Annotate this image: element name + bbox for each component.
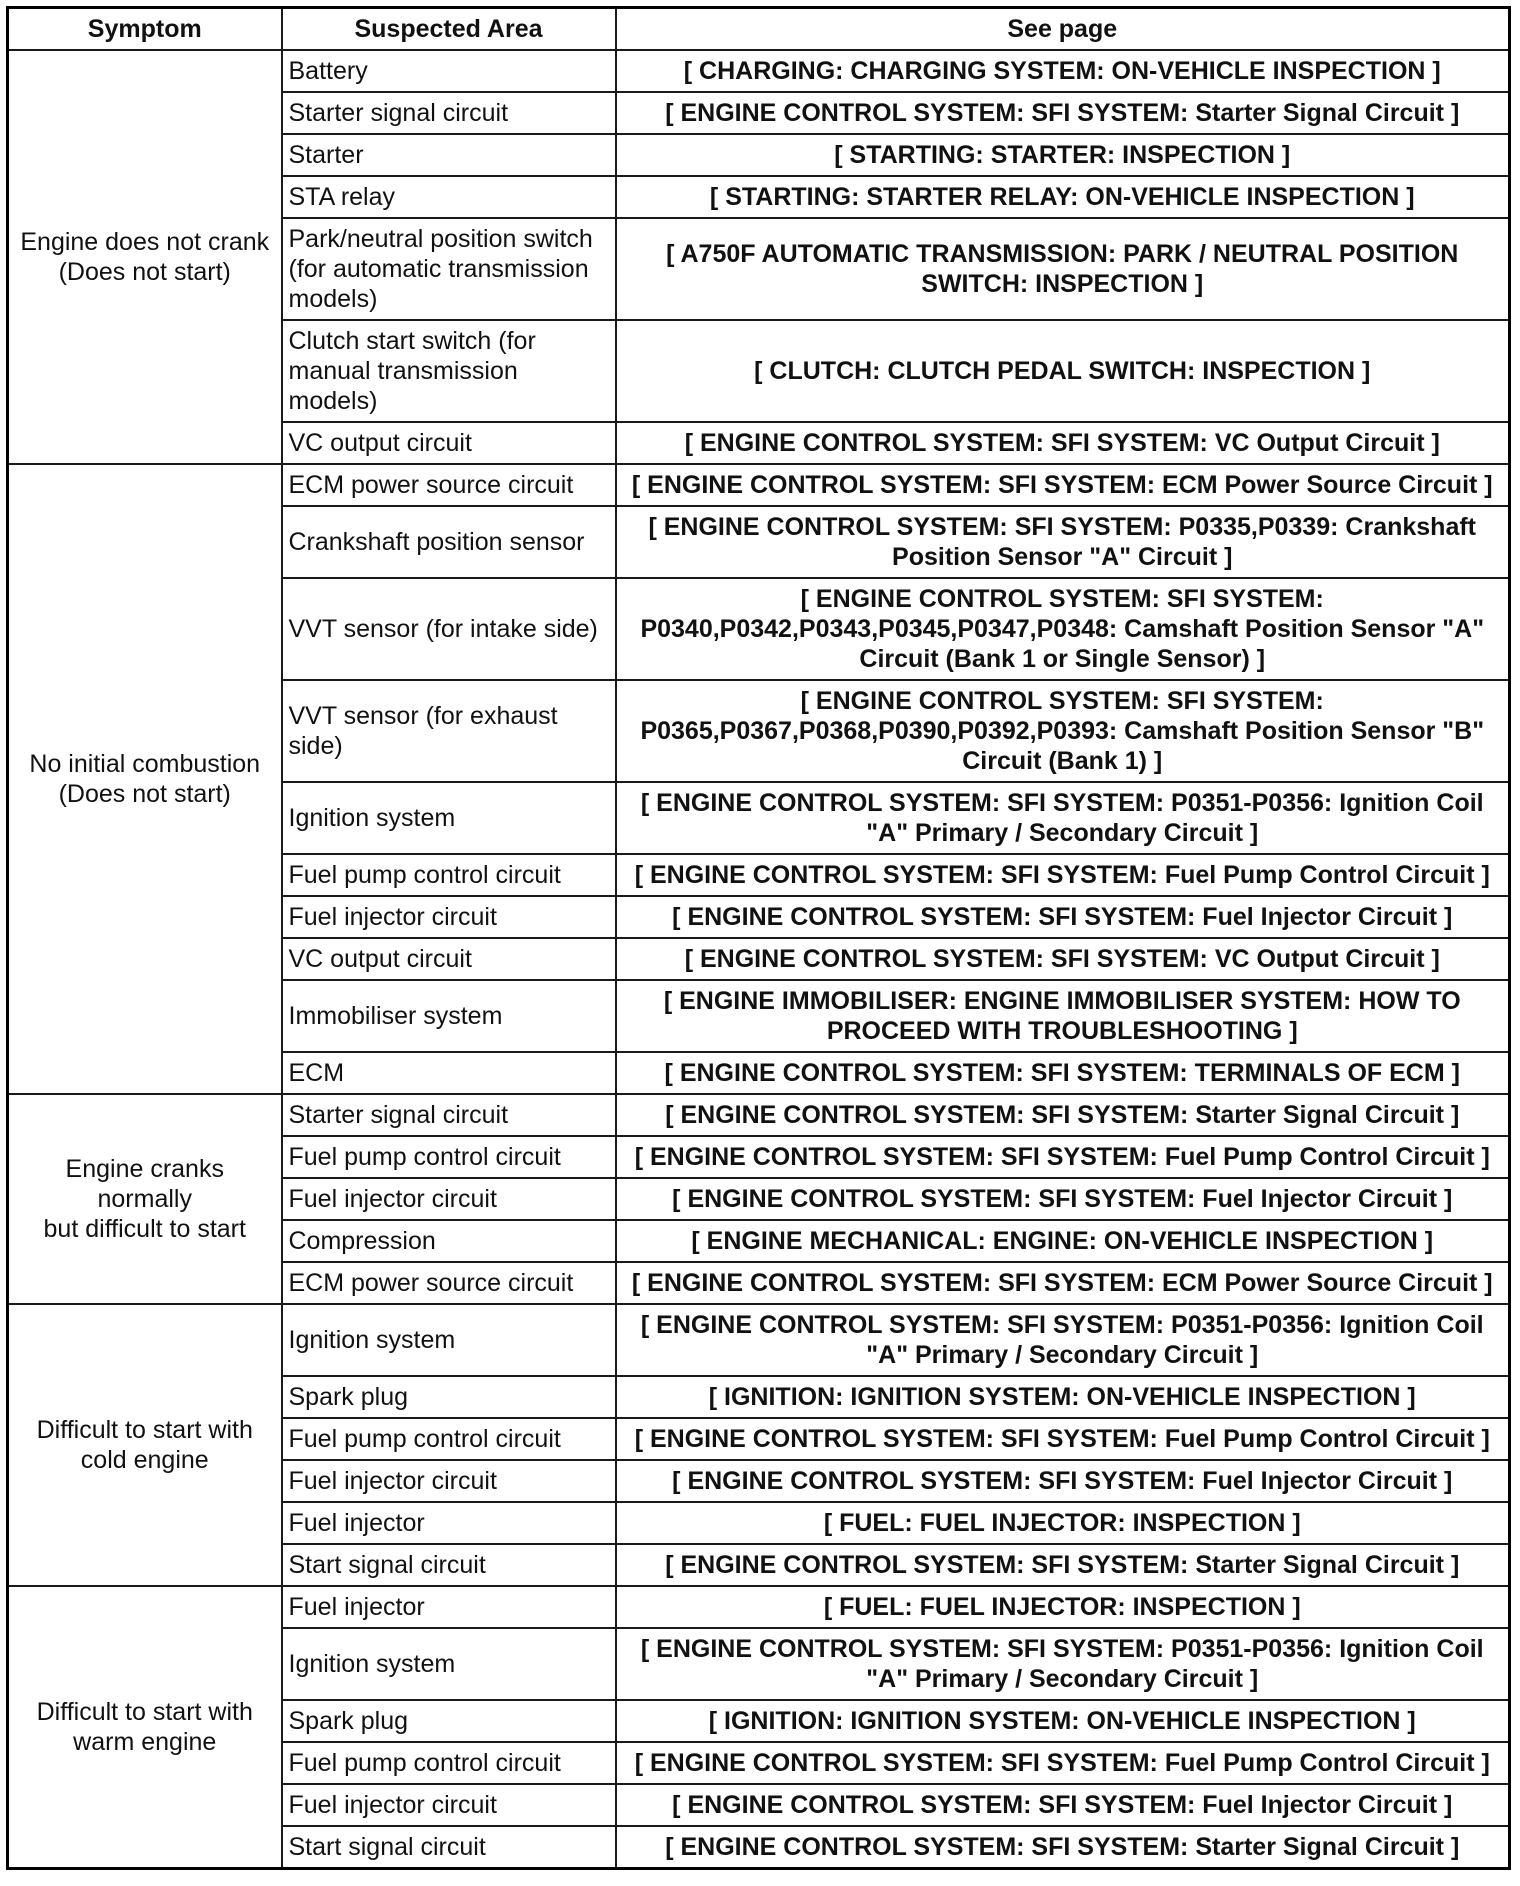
see-page-link[interactable]: [ ENGINE CONTROL SYSTEM: SFI SYSTEM: Fuel Pump Control Circuit ] — [616, 1418, 1510, 1460]
see-page-link[interactable]: [ IGNITION: IGNITION SYSTEM: ON-VEHICLE INSPECTION ] — [616, 1700, 1510, 1742]
table-row — [8, 464, 1510, 506]
suspected-area-cell: Fuel injector — [282, 1502, 616, 1544]
suspected-area-cell: Battery — [282, 50, 616, 92]
see-page-link[interactable]: [ FUEL: FUEL INJECTOR: INSPECTION ] — [616, 1586, 1510, 1628]
symptom-cell: Difficult to start with warm engine — [8, 1586, 282, 1869]
see-page-link[interactable]: [ A750F AUTOMATIC TRANSMISSION: PARK / NEUTRAL POSITION SWITCH: INSPECTION ] — [616, 218, 1510, 320]
suspected-area-cell: Fuel pump control circuit — [282, 1136, 616, 1178]
suspected-area-cell: VVT sensor (for intake side) — [282, 578, 616, 680]
table-row — [8, 1094, 1510, 1136]
suspected-area-cell: Starter signal circuit — [282, 92, 616, 134]
suspected-area-cell: ECM — [282, 1052, 616, 1094]
see-page-link[interactable]: [ ENGINE CONTROL SYSTEM: SFI SYSTEM: P0351-P0356: Ignition Coil "A" Primary / Secondary Circuit ] — [616, 1304, 1510, 1376]
see-page-link[interactable]: [ ENGINE CONTROL SYSTEM: SFI SYSTEM: Fuel Injector Circuit ] — [616, 1178, 1510, 1220]
symptom-cell: Difficult to start with cold engine — [8, 1304, 282, 1586]
see-page-link[interactable]: [ ENGINE CONTROL SYSTEM: SFI SYSTEM: Fuel Injector Circuit ] — [616, 1784, 1510, 1826]
symptom-cell: No initial combustion (Does not start) — [8, 464, 282, 1094]
see-page-link[interactable]: [ ENGINE CONTROL SYSTEM: SFI SYSTEM: Fuel Injector Circuit ] — [616, 896, 1510, 938]
suspected-area-cell: Ignition system — [282, 1628, 616, 1700]
see-page-link[interactable]: [ ENGINE CONTROL SYSTEM: SFI SYSTEM: Fuel Pump Control Circuit ] — [616, 1742, 1510, 1784]
see-page-link[interactable]: [ ENGINE CONTROL SYSTEM: SFI SYSTEM: Fuel Pump Control Circuit ] — [616, 1136, 1510, 1178]
suspected-area-cell: Fuel injector circuit — [282, 1460, 616, 1502]
see-page-link[interactable]: [ ENGINE CONTROL SYSTEM: SFI SYSTEM: P0335,P0339: Crankshaft Position Sensor "A" Circuit ] — [616, 506, 1510, 578]
see-page-link[interactable]: [ ENGINE CONTROL SYSTEM: SFI SYSTEM: ECM Power Source Circuit ] — [616, 464, 1510, 506]
see-page-link[interactable]: [ ENGINE CONTROL SYSTEM: SFI SYSTEM: VC Output Circuit ] — [616, 938, 1510, 980]
see-page-link[interactable]: [ ENGINE MECHANICAL: ENGINE: ON-VEHICLE INSPECTION ] — [616, 1220, 1510, 1262]
see-page-link[interactable]: [ ENGINE CONTROL SYSTEM: SFI SYSTEM: Starter Signal Circuit ] — [616, 1544, 1510, 1586]
see-page-link[interactable]: [ ENGINE CONTROL SYSTEM: SFI SYSTEM: Starter Signal Circuit ] — [616, 1094, 1510, 1136]
table-header — [8, 8, 1510, 51]
suspected-area-cell: VC output circuit — [282, 422, 616, 464]
suspected-area-cell: Start signal circuit — [282, 1826, 616, 1869]
see-page-link[interactable]: [ ENGINE CONTROL SYSTEM: SFI SYSTEM: P0365,P0367,P0368,P0390,P0392,P0393: Camshaft Position Sensor "B" Circuit (Bank 1) ] — [616, 680, 1510, 782]
see-page-link[interactable]: [ ENGINE CONTROL SYSTEM: SFI SYSTEM: Starter Signal Circuit ] — [616, 92, 1510, 134]
see-page-link[interactable]: [ ENGINE CONTROL SYSTEM: SFI SYSTEM: Starter Signal Circuit ] — [616, 1826, 1510, 1869]
see-page-link[interactable]: [ ENGINE CONTROL SYSTEM: SFI SYSTEM: VC Output Circuit ] — [616, 422, 1510, 464]
see-page-link[interactable]: [ CLUTCH: CLUTCH PEDAL SWITCH: INSPECTION ] — [616, 320, 1510, 422]
suspected-area-cell: Ignition system — [282, 782, 616, 854]
suspected-area-cell: Fuel pump control circuit — [282, 1418, 616, 1460]
suspected-area-cell: ECM power source circuit — [282, 464, 616, 506]
suspected-area-cell: Park/neutral position switch (for automatic transmission models) — [282, 218, 616, 320]
suspected-area-cell: VC output circuit — [282, 938, 616, 980]
see-page-link[interactable]: [ ENGINE CONTROL SYSTEM: SFI SYSTEM: ECM Power Source Circuit ] — [616, 1262, 1510, 1304]
symptom-cell: Engine cranks normally but difficult to start — [8, 1094, 282, 1304]
see-page-link[interactable]: [ ENGINE CONTROL SYSTEM: SFI SYSTEM: TERMINALS OF ECM ] — [616, 1052, 1510, 1094]
see-page-link[interactable]: [ STARTING: STARTER RELAY: ON-VEHICLE INSPECTION ] — [616, 176, 1510, 218]
troubleshooting-table — [6, 6, 1511, 1870]
suspected-area-cell: Fuel injector circuit — [282, 896, 616, 938]
suspected-area-cell: Crankshaft position sensor — [282, 506, 616, 578]
suspected-area-cell: Start signal circuit — [282, 1544, 616, 1586]
suspected-area-cell: Spark plug — [282, 1700, 616, 1742]
suspected-area-cell: Starter — [282, 134, 616, 176]
suspected-area-cell: VVT sensor (for exhaust side) — [282, 680, 616, 782]
suspected-area-cell: Compression — [282, 1220, 616, 1262]
header-symptom: Symptom — [8, 8, 282, 51]
see-page-link[interactable]: [ ENGINE CONTROL SYSTEM: SFI SYSTEM: P0351-P0356: Ignition Coil "A" Primary / Secondary Circuit ] — [616, 1628, 1510, 1700]
see-page-link[interactable]: [ CHARGING: CHARGING SYSTEM: ON-VEHICLE INSPECTION ] — [616, 50, 1510, 92]
header-suspected-area: Suspected Area — [282, 8, 616, 51]
suspected-area-cell: Fuel injector circuit — [282, 1784, 616, 1826]
see-page-link[interactable]: [ ENGINE CONTROL SYSTEM: SFI SYSTEM: P0340,P0342,P0343,P0345,P0347,P0348: Camshaft Position Sensor "A" Circuit (Bank 1 or Single Sensor) ] — [616, 578, 1510, 680]
suspected-area-cell: ECM power source circuit — [282, 1262, 616, 1304]
suspected-area-cell: Ignition system — [282, 1304, 616, 1376]
see-page-link[interactable]: [ ENGINE CONTROL SYSTEM: SFI SYSTEM: Fuel Injector Circuit ] — [616, 1460, 1510, 1502]
see-page-link[interactable]: [ STARTING: STARTER: INSPECTION ] — [616, 134, 1510, 176]
suspected-area-cell: Starter signal circuit — [282, 1094, 616, 1136]
see-page-link[interactable]: [ IGNITION: IGNITION SYSTEM: ON-VEHICLE INSPECTION ] — [616, 1376, 1510, 1418]
symptom-cell: Engine does not crank (Does not start) — [8, 50, 282, 464]
table-row — [8, 50, 1510, 92]
troubleshooting-table-container — [6, 6, 1511, 1870]
suspected-area-cell: Clutch start switch (for manual transmission models) — [282, 320, 616, 422]
suspected-area-cell: Immobiliser system — [282, 980, 616, 1052]
suspected-area-cell: STA relay — [282, 176, 616, 218]
see-page-link[interactable]: [ ENGINE CONTROL SYSTEM: SFI SYSTEM: Fuel Pump Control Circuit ] — [616, 854, 1510, 896]
see-page-link[interactable]: [ ENGINE CONTROL SYSTEM: SFI SYSTEM: P0351-P0356: Ignition Coil "A" Primary / Secondary Circuit ] — [616, 782, 1510, 854]
suspected-area-cell: Fuel injector — [282, 1586, 616, 1628]
table-row — [8, 1586, 1510, 1628]
table-body — [8, 50, 1510, 1869]
suspected-area-cell: Spark plug — [282, 1376, 616, 1418]
table-row — [8, 1304, 1510, 1376]
see-page-link[interactable]: [ FUEL: FUEL INJECTOR: INSPECTION ] — [616, 1502, 1510, 1544]
suspected-area-cell: Fuel pump control circuit — [282, 1742, 616, 1784]
suspected-area-cell: Fuel injector circuit — [282, 1178, 616, 1220]
header-row — [8, 8, 1510, 51]
suspected-area-cell: Fuel pump control circuit — [282, 854, 616, 896]
see-page-link[interactable]: [ ENGINE IMMOBILISER: ENGINE IMMOBILISER SYSTEM: HOW TO PROCEED WITH TROUBLESHOOTING ] — [616, 980, 1510, 1052]
header-see-page: See page — [616, 8, 1510, 51]
